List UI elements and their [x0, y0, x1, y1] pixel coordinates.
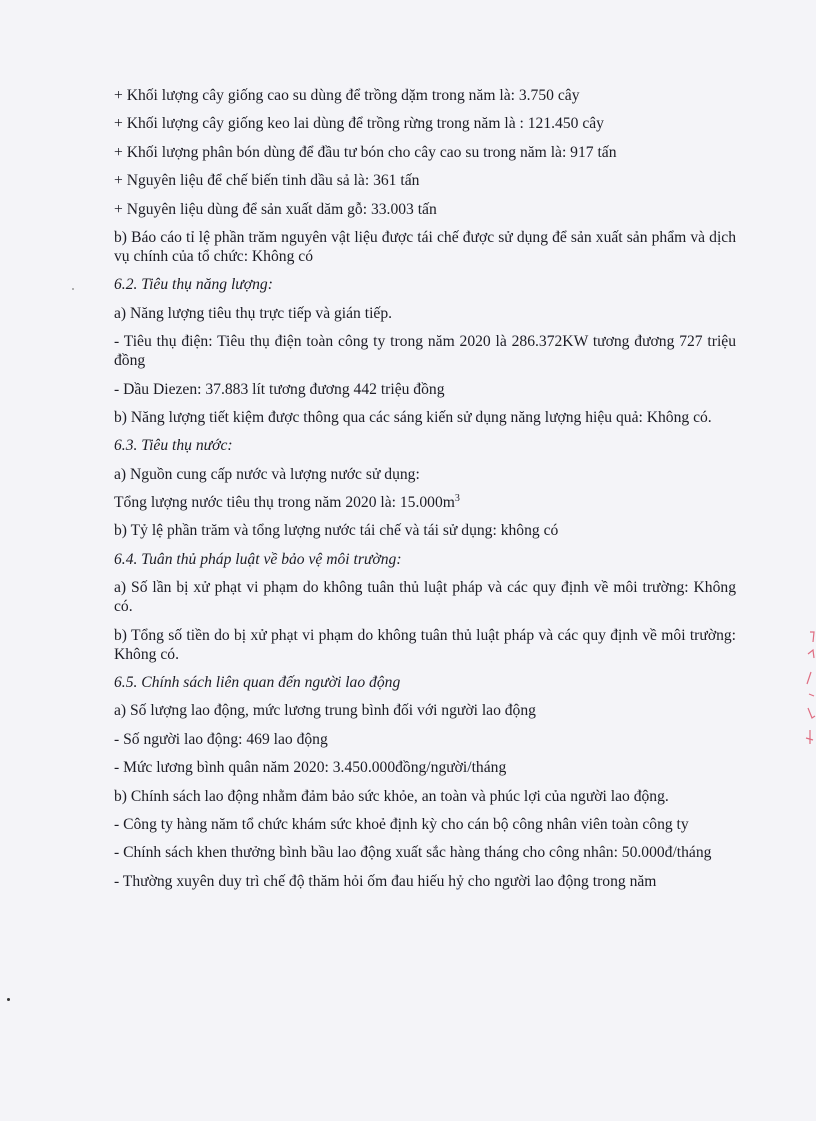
section-heading-text: 6.3. Tiêu thụ nước:	[114, 437, 233, 455]
document-body	[114, 86, 736, 900]
paragraph-text: + Khối lượng cây giống cao su dùng để trồng dặm trong năm là: 3.750 cây	[114, 87, 580, 104]
paragraph	[114, 493, 736, 512]
paragraph-text: + Khối lượng cây giống keo lai dùng để trồng rừng trong năm là : 121.450 cây	[114, 115, 604, 133]
paragraph-text: a) Số lượng lao động, mức lương trung bình đối với người lao động	[114, 702, 536, 720]
paragraph-text: a) Nguồn cung cấp nước và lượng nước sử dụng:	[114, 465, 420, 483]
superscript: 3	[454, 493, 460, 505]
paragraph-text: b) Báo cáo tỉ lệ phần trăm nguyên vật liệu được tái chế được sử dụng để sản xuất sản phẩm và dịch vụ chính của tổ chức: Không có	[114, 228, 736, 265]
paragraph	[114, 114, 736, 133]
section-heading	[114, 673, 736, 692]
paragraph-text: b) Tỷ lệ phần trăm và tổng lượng nước tái chế và tái sử dụng: không có	[114, 522, 559, 540]
paragraph	[114, 843, 736, 862]
paragraph-text: b) Năng lượng tiết kiệm được thông qua các sáng kiến sử dụng năng lượng hiệu quả: Không có.	[114, 408, 712, 426]
paragraph	[114, 701, 736, 720]
paragraph-text: Tổng lượng nước tiêu thụ trong năm 2020 là: 15.000m	[114, 494, 455, 512]
paragraph	[114, 228, 736, 266]
paragraph	[114, 730, 736, 749]
paragraph	[114, 408, 736, 427]
red-stamp-edge	[796, 628, 816, 748]
paragraph-text: - Công ty hàng năm tổ chức khám sức khoẻ định kỳ cho cán bộ công nhân viên toàn công ty	[114, 815, 689, 833]
paragraph-text: b) Tổng số tiền do bị xử phạt vi phạm do không tuân thủ luật pháp và các quy định về môi trường: Không có.	[114, 626, 736, 663]
paragraph	[114, 626, 736, 664]
paragraph-text: + Nguyên liệu để chế biến tinh dầu sả là: 361 tấn	[114, 172, 420, 190]
paragraph	[114, 86, 736, 105]
paragraph	[114, 872, 736, 891]
paragraph-text: a) Số lần bị xử phạt vi phạm do không tuân thủ luật pháp và các quy định về môi trường: Không có.	[114, 579, 736, 616]
paragraph	[114, 578, 736, 616]
paragraph-text: + Khối lượng phân bón dùng để đầu tư bón cho cây cao su trong năm là: 917 tấn	[114, 143, 617, 161]
paragraph-text: + Nguyên liệu dùng để sản xuất dăm gỗ: 33.003 tấn	[114, 200, 437, 218]
paragraph-text: - Thường xuyên duy trì chế độ thăm hỏi ốm đau hiếu hỷ cho người lao động trong năm	[114, 872, 657, 890]
paragraph-text: - Tiêu thụ điện: Tiêu thụ điện toàn công ty trong năm 2020 là 286.372KW tương đương 727 triệu đồng	[114, 333, 736, 370]
section-heading	[114, 550, 736, 569]
paragraph-text: - Mức lương bình quân năm 2020: 3.450.000đồng/người/tháng	[114, 759, 507, 777]
paragraph-text: - Số người lao động: 469 lao động	[114, 730, 328, 748]
paragraph	[114, 143, 736, 162]
paragraph	[114, 171, 736, 190]
paragraph	[114, 787, 736, 806]
paragraph-text: - Dầu Diezen: 37.883 lít tương đương 442 triệu đồng	[114, 380, 445, 398]
paragraph-text: a) Năng lượng tiêu thụ trực tiếp và gián tiếp.	[114, 304, 393, 322]
paragraph-text: b) Chính sách lao động nhằm đảm bảo sức khỏe, an toàn và phúc lợi của người lao động.	[114, 787, 669, 805]
section-heading	[114, 436, 736, 455]
paragraph	[114, 521, 736, 540]
section-heading	[114, 275, 736, 294]
paragraph-text: - Chính sách khen thưởng bình bầu lao động xuất sắc hàng tháng cho công nhân: 50.000đ/tháng	[114, 844, 712, 862]
paragraph	[114, 465, 736, 484]
section-heading-text: 6.4. Tuân thủ pháp luật về bảo vệ môi trường:	[114, 550, 402, 568]
paragraph	[114, 380, 736, 399]
section-heading-text: 6.2. Tiêu thụ năng lượng:	[114, 276, 273, 294]
paragraph	[114, 758, 736, 777]
paragraph	[114, 815, 736, 834]
section-heading-text: 6.5. Chính sách liên quan đến người lao động	[114, 674, 401, 692]
paragraph	[114, 200, 736, 219]
scan-speck-small	[72, 288, 74, 290]
scan-speck	[7, 998, 10, 1001]
paragraph	[114, 304, 736, 323]
paragraph	[114, 332, 736, 370]
